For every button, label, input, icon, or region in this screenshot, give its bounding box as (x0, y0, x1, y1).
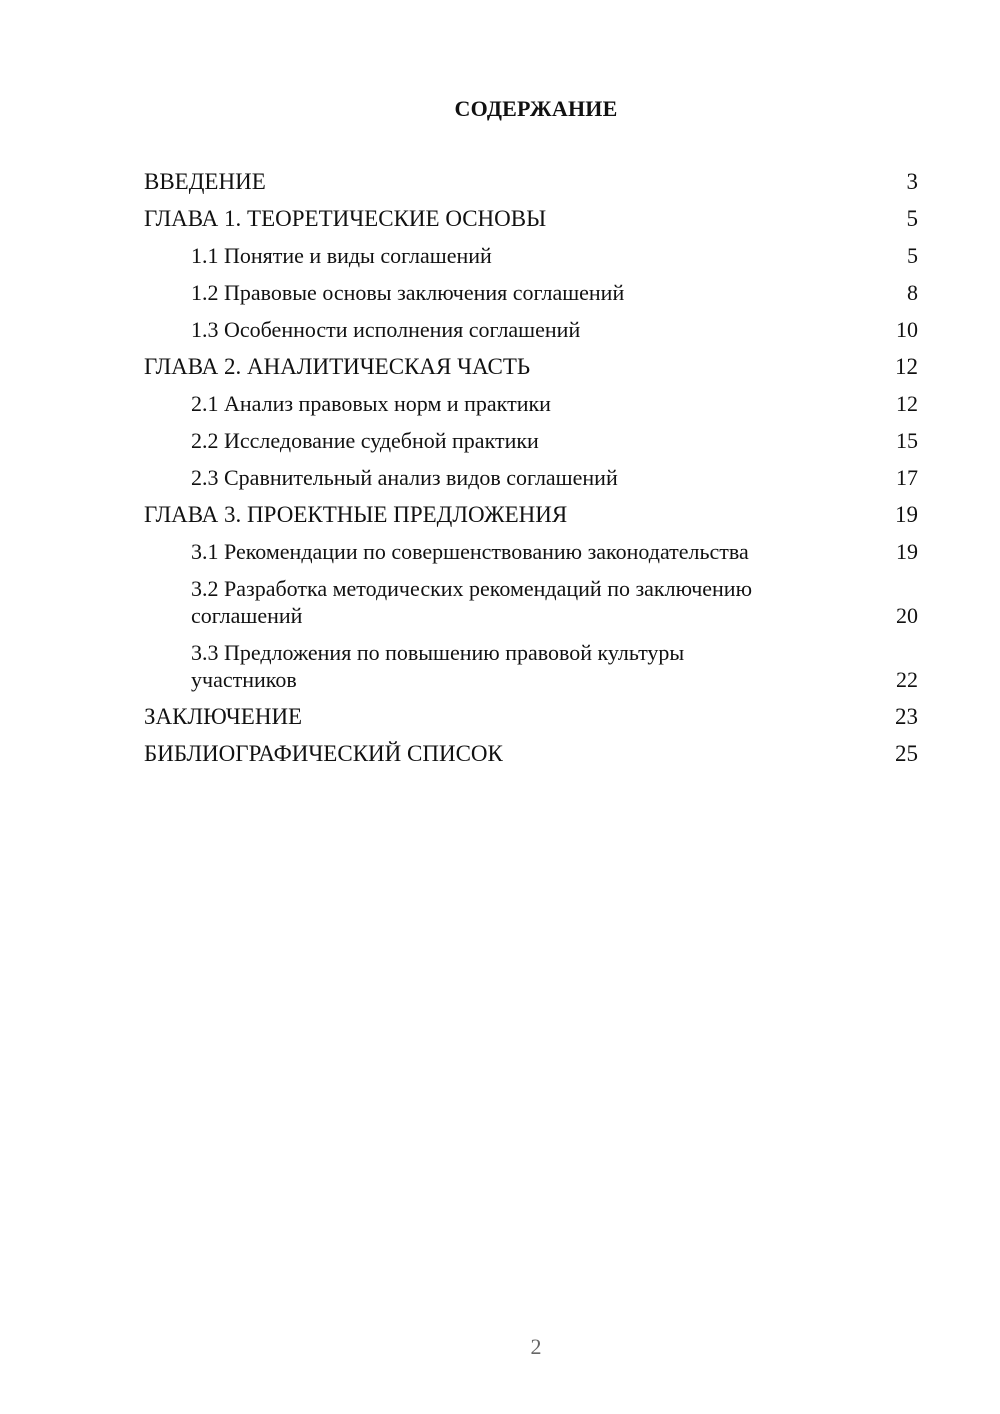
toc-entry-section-1-1[interactable] (144, 242, 918, 269)
toc-entry-page: 22 (896, 667, 918, 692)
toc-entry-section-1-2[interactable] (144, 279, 918, 306)
toc-entry-section-2-1[interactable] (144, 390, 918, 417)
toc-entry-page: 23 (895, 704, 918, 729)
toc-entry-text: БИБЛИОГРАФИЧЕСКИЙ СПИСОК (144, 741, 503, 766)
toc-entry-conclusion[interactable] (144, 703, 918, 730)
toc-entry-page: 15 (896, 428, 918, 453)
toc-entry-text: ВВЕДЕНИЕ (144, 169, 266, 194)
toc-entry-text: ЗАКЛЮЧЕНИЕ (144, 704, 303, 729)
toc-entry-text: ГЛАВА 1. ТЕОРЕТИЧЕСКИЕ ОСНОВЫ (144, 206, 547, 231)
toc-entry-page: 10 (896, 317, 918, 342)
toc-entry-page: 12 (895, 354, 918, 379)
toc-entry-chapter-1[interactable] (144, 205, 918, 232)
toc-entry-page: 12 (896, 391, 918, 416)
toc-entry-chapter-3[interactable] (144, 501, 918, 528)
toc-entry-section-3-2[interactable] (144, 575, 918, 629)
toc-entry-text: 1.3 Особенности исполнения соглашений (191, 317, 581, 342)
toc-entry-section-3-1[interactable] (144, 538, 918, 565)
toc-entry-bibliography[interactable] (144, 740, 918, 767)
page-title: СОДЕРЖАНИЕ (454, 96, 618, 121)
toc-entry-introduction[interactable] (144, 168, 918, 195)
toc-entry-text: 2.3 Сравнительный анализ видов соглашений (191, 465, 618, 490)
toc-entry-text: 3.2 Разработка методических рекомендаций по заключению соглашений (191, 576, 752, 628)
toc-entry-page: 25 (895, 741, 918, 766)
toc-entry-page: 3 (906, 169, 918, 194)
toc-entry-text: 2.1 Анализ правовых норм и практики (191, 391, 551, 416)
toc-entry-section-2-3[interactable] (144, 464, 918, 491)
toc-entry-text: 3.1 Рекомендации по совершенствованию законодательства (191, 539, 749, 564)
toc-entry-section-3-3[interactable] (144, 639, 918, 693)
table-of-contents (144, 168, 918, 777)
toc-entry-text: 1.2 Правовые основы заключения соглашений (191, 280, 625, 305)
toc-entry-section-2-2[interactable] (144, 427, 918, 454)
toc-entry-text: ГЛАВА 2. АНАЛИТИЧЕСКАЯ ЧАСТЬ (144, 354, 531, 379)
page-number: 2 (530, 1334, 542, 1359)
toc-entry-page: 8 (907, 280, 918, 305)
toc-entry-text: ГЛАВА 3. ПРОЕКТНЫЕ ПРЕДЛОЖЕНИЯ (144, 502, 568, 527)
toc-entry-page: 19 (896, 539, 918, 564)
toc-entry-section-1-3[interactable] (144, 316, 918, 343)
toc-entry-text: 1.1 Понятие и виды соглашений (191, 243, 492, 268)
toc-entry-text: 3.3 Предложения по повышению правовой культуры участников (191, 640, 685, 692)
toc-entry-page: 5 (906, 206, 918, 231)
toc-entry-page: 20 (896, 603, 918, 628)
toc-entry-page: 19 (895, 502, 918, 527)
toc-entry-text: 2.2 Исследование судебной практики (191, 428, 539, 453)
toc-entry-page: 5 (907, 243, 918, 268)
toc-entry-page: 17 (896, 465, 918, 490)
toc-entry-chapter-2[interactable] (144, 353, 918, 380)
